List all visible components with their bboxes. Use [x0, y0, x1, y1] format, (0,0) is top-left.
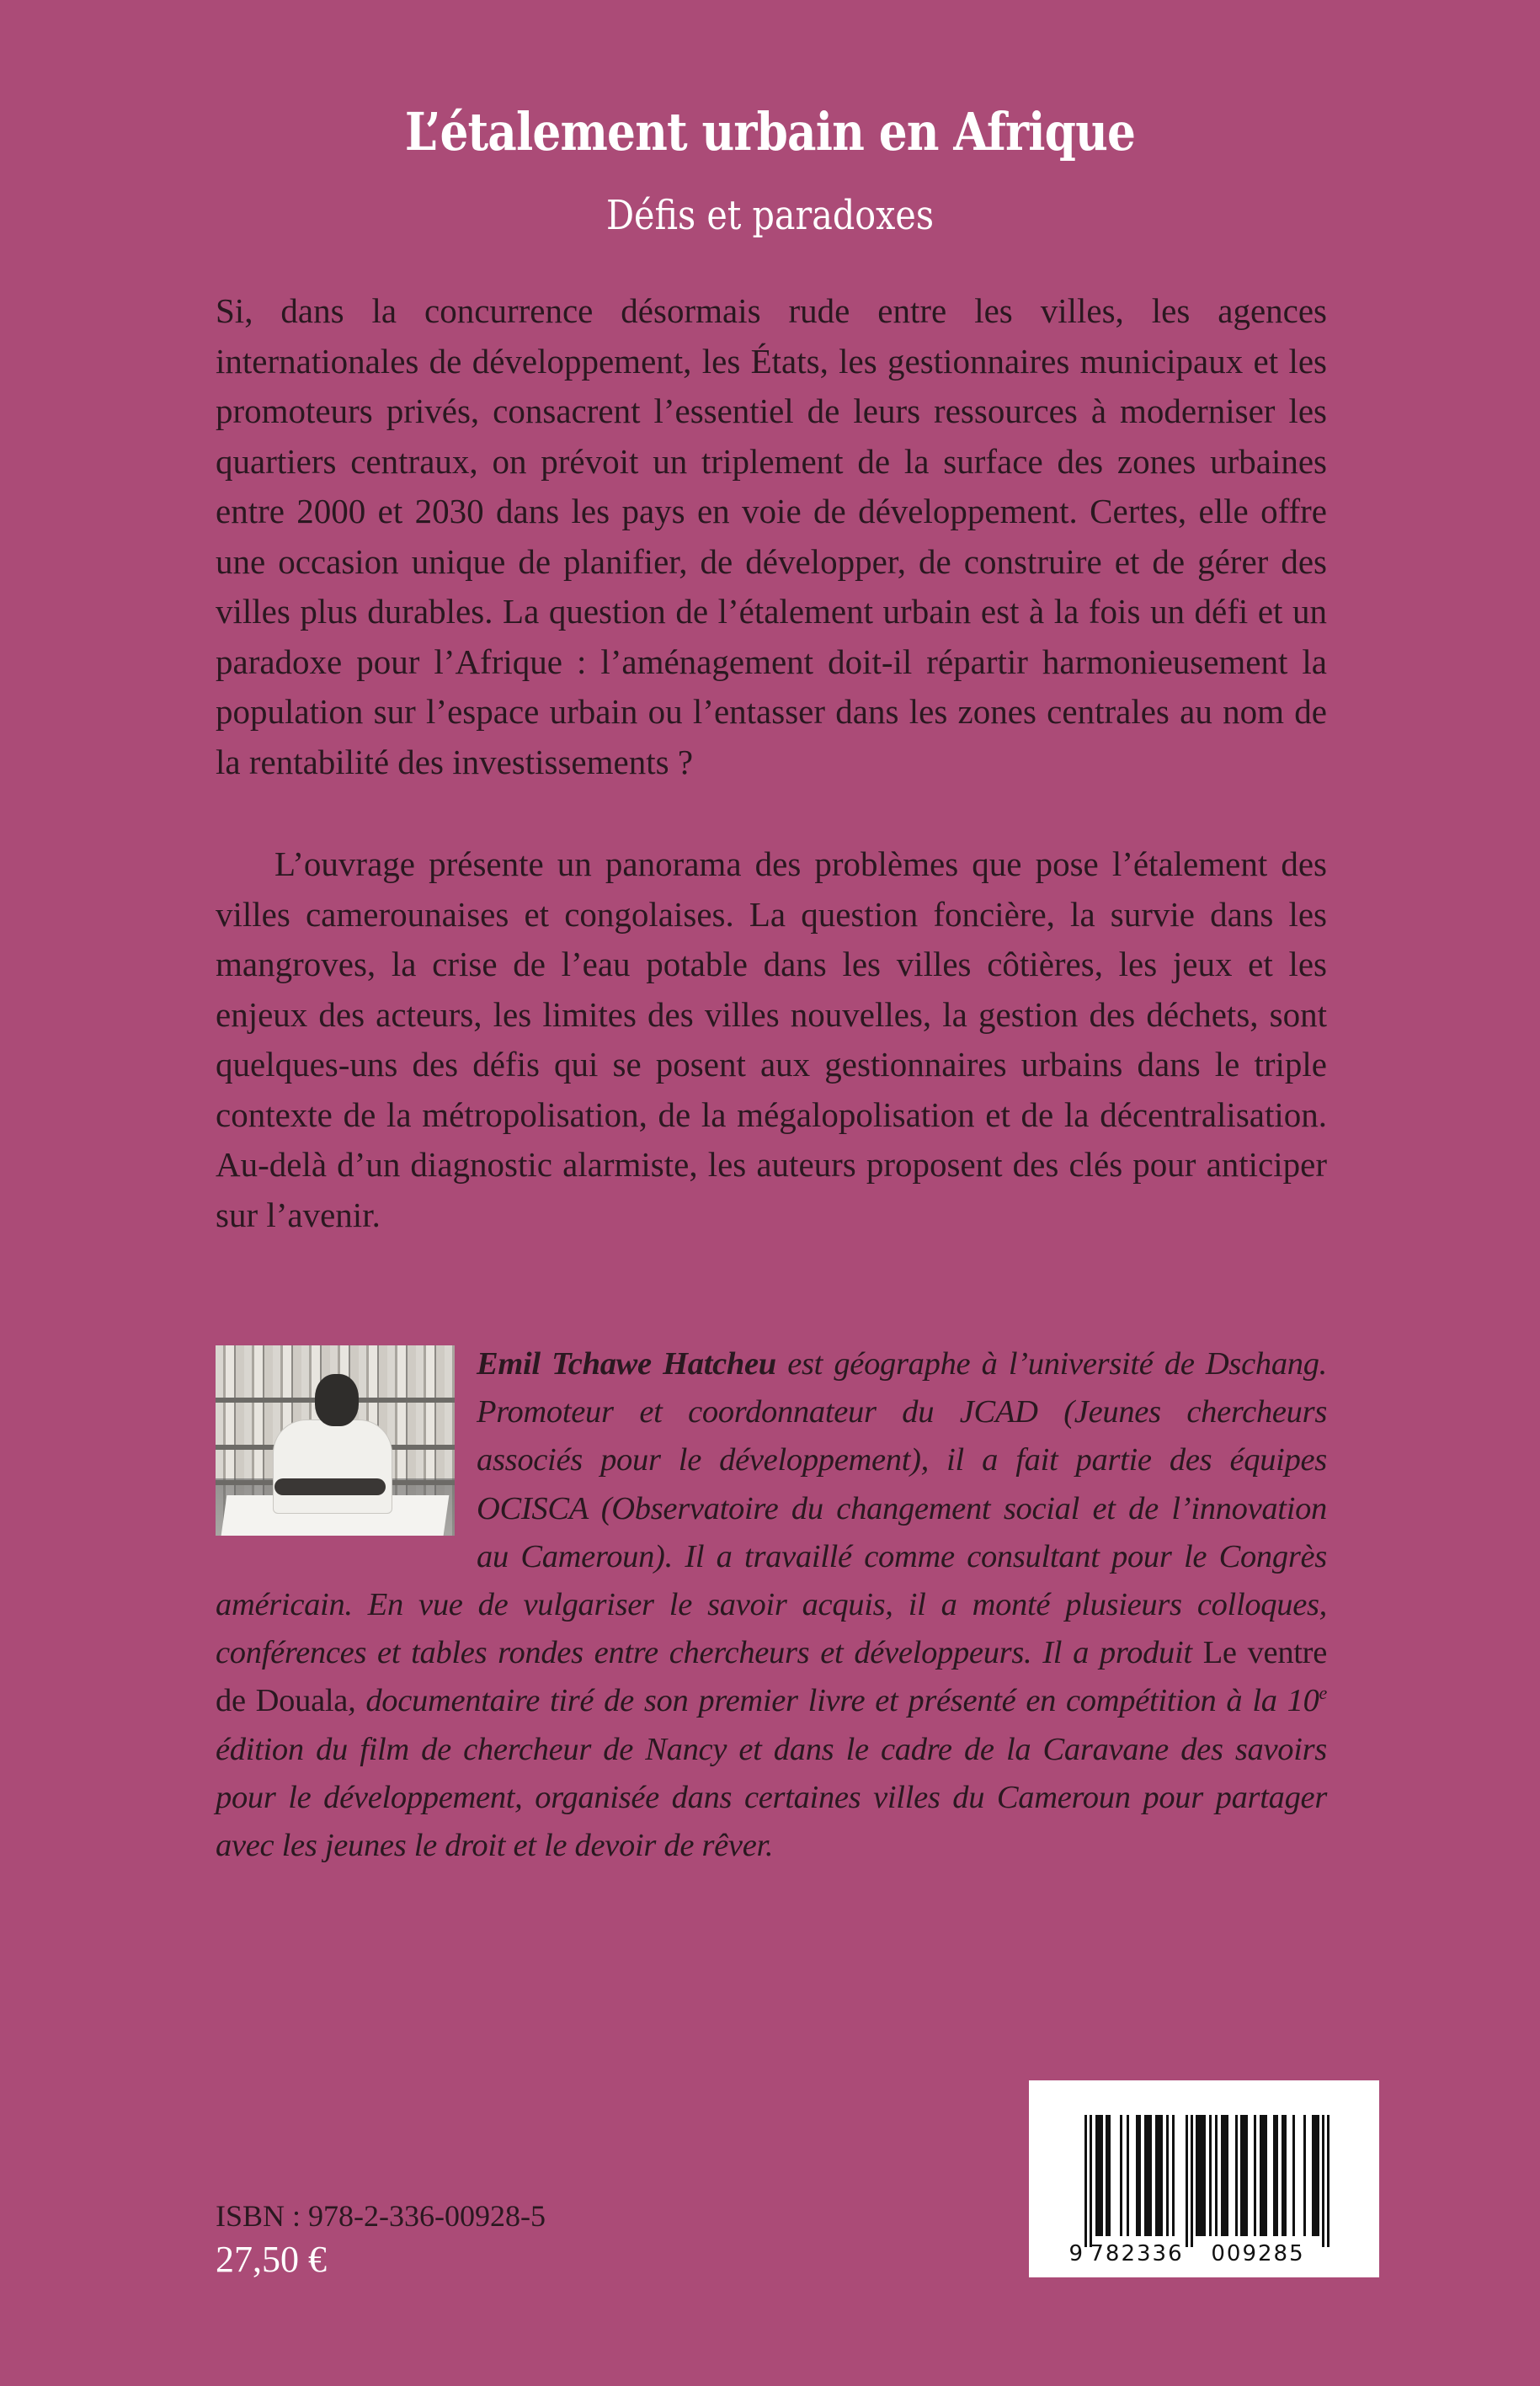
- bio-text-1: est géographe à l’université de Dschang. Promoteur et coordonnateur du JCAD (Jeunes chercheurs associés pour le développement), il a fait partie des équipes OCISCA (Observatoire du changement social et de l’innovation au Cameroun). Il a travaillé comme consultant pour le Congrès américain. En vue de vulgariser le savoir acquis, il a monté plusieurs colloques, conférences et tables rondes entre chercheurs et développeurs. Il a produit: [216, 1346, 1327, 1671]
- bio-text-2: , documentaire tiré de son premier livre et présenté en compétition à la 10: [348, 1683, 1319, 1719]
- price-label: 27,50 €: [216, 2239, 327, 2280]
- bio-text-3: édition du film de chercheur de Nancy et dans le cadre de la Caravane des savoirs pour le développement, organisée dans certaines villes du Cameroun pour partager avec les jeunes le droit et le devoir de rêver.: [216, 1731, 1327, 1864]
- ordinal-suffix: e: [1319, 1682, 1327, 1704]
- film-title: Le ventre de Douala: [216, 1635, 1327, 1719]
- author-name: Emil Tchawe Hatcheu: [477, 1346, 776, 1382]
- barcode-icon: [1029, 2080, 1379, 2277]
- book-title: L’étalement urbain en Afrique: [404, 101, 1136, 162]
- barcode-first-digit: 9: [1068, 2241, 1083, 2266]
- author-section: [216, 1340, 1327, 1870]
- barcode-right-digits: 009285: [1211, 2241, 1305, 2266]
- summary-paragraph-2: L’ouvrage présente un panorama des problèmes que pose l’étalement des villes camerounaises et congolaises. La question foncière, la survie dans les mangroves, la crise de l’eau potable dans les villes côtières, les jeux et les enjeux des acteurs, les limites des villes nouvelles, la gestion des déchets, sont quelques-uns des défis qui se posent aux gestionnaires urbains dans le triple contexte de la métropolisation, de la mégalopolisation et de la décentralisation. Au-delà d’un diagnostic alarmiste, les auteurs proposent des clés pour anticiper sur l’avenir.: [216, 844, 1327, 1234]
- barcode-left-digits: 782336: [1090, 2241, 1184, 2266]
- book-subtitle: Défis et paradoxes: [605, 192, 935, 239]
- isbn-label: ISBN : 978-2-336-00928-5: [216, 2199, 546, 2233]
- author-photo: [216, 1345, 455, 1536]
- barcode: [1029, 2080, 1379, 2277]
- summary-paragraph-1: Si, dans la concurrence désormais rude entre les villes, les agences internationales de développement, les États, les gestionnaires municipaux et les promoteurs privés, consacrent l’essentiel de leurs ressources à moderniser les quartiers centraux, on prévoit un triplement de la surface des zones urbaines entre 2000 et 2030 dans les pays en voie de développement. Certes, elle offre une occasion unique de planifier, de développer, de construire et de gérer des villes plus durables. La question de l’étalement urbain est à la fois un défi et un paradoxe pour l’Afrique : l’aménagement doit-il répartir harmonieusement la population sur l’espace urbain ou l’entasser dans les zones centrales au nom de la rentabilité des investissements ?: [216, 291, 1327, 781]
